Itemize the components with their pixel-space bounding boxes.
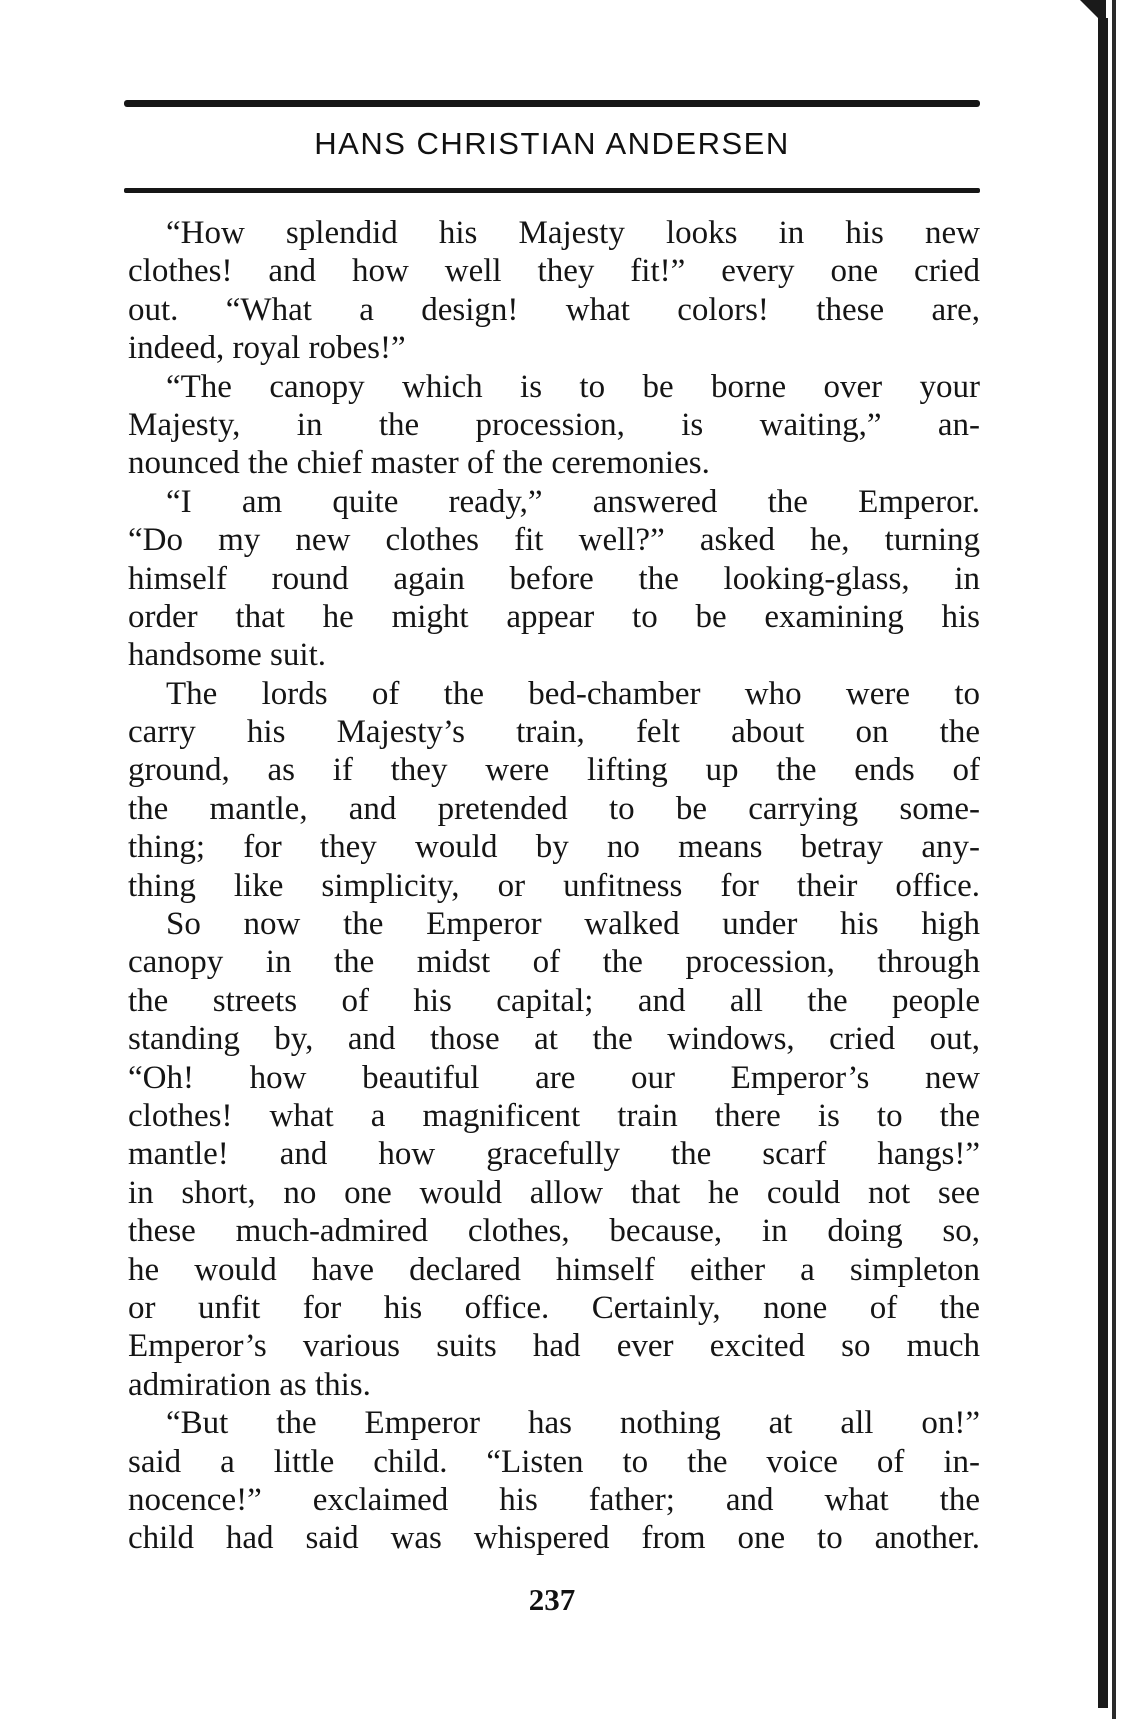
text-line: canopy in the midst of the procession, through xyxy=(128,944,980,981)
text-line: standing by, and those at the windows, cried out, xyxy=(128,1021,980,1058)
text-line: carry his Majesty’s train, felt about on the xyxy=(128,714,980,751)
text-line: “The canopy which is to be borne over your xyxy=(166,368,980,405)
text-line: “Oh! how beautiful are our Emperor’s new xyxy=(128,1059,980,1096)
text-line: “I am quite ready,” answered the Emperor. xyxy=(166,483,980,520)
text-line: order that he might appear to be examining his xyxy=(128,598,980,635)
text-line: thing; for they would by no means betray any- xyxy=(128,829,980,866)
text-line: mantle! and how gracefully the scarf hangs!” xyxy=(128,1136,980,1173)
page-edge xyxy=(1112,0,1116,1719)
text-line: The lords of the bed-chamber who were to xyxy=(166,675,980,712)
text-line: thing like simplicity, or unfitness for their office. xyxy=(128,867,980,904)
text-line: nounced the chief master of the ceremonies. xyxy=(128,445,710,482)
text-line: himself round again before the looking-glass, in xyxy=(128,560,980,597)
text-line: the streets of his capital; and all the people xyxy=(128,982,980,1019)
text-line: Majesty, in the procession, is waiting,” an- xyxy=(128,406,980,443)
text-line: nocence!” exclaimed his father; and what the xyxy=(128,1481,980,1518)
running-head: HANS CHRISTIAN ANDERSEN xyxy=(314,126,790,161)
text-line: in short, no one would allow that he could not see xyxy=(128,1174,980,1211)
text-line: out. “What a design! what colors! these are, xyxy=(128,291,980,328)
body-text xyxy=(128,214,980,1558)
text-line: “But the Emperor has nothing at all on!” xyxy=(166,1405,980,1442)
text-line: child had said was whispered from one to another. xyxy=(128,1520,980,1557)
header-rule-top xyxy=(124,100,980,107)
text-line: he would have declared himself either a simpleton xyxy=(128,1251,980,1288)
text-line: the mantle, and pretended to be carrying some- xyxy=(128,790,980,827)
text-line: or unfit for his office. Certainly, none of the xyxy=(128,1289,980,1326)
text-line: clothes! and how well they fit!” every one cried xyxy=(128,253,980,290)
text-line: these much-admired clothes, because, in doing so, xyxy=(128,1213,980,1250)
text-line: said a little child. “Listen to the voice of in- xyxy=(128,1443,980,1480)
text-line: clothes! what a magnificent train there is to the xyxy=(128,1097,980,1134)
text-line: ground, as if they were lifting up the ends of xyxy=(128,752,980,789)
header-rule-bottom xyxy=(124,188,980,193)
text-line: “Do my new clothes fit well?” asked he, turning xyxy=(128,522,980,559)
text-line: Emperor’s various suits had ever excited so much xyxy=(128,1328,980,1365)
binding-edge xyxy=(1098,18,1108,1708)
text-line: handsome suit. xyxy=(128,637,326,674)
text-line: admiration as this. xyxy=(128,1366,371,1403)
text-line: So now the Emperor walked under his high xyxy=(166,906,980,943)
text-line: “How splendid his Majesty looks in his new xyxy=(166,215,980,251)
text-line: indeed, royal robes!” xyxy=(128,330,406,367)
page-number: 237 xyxy=(528,1582,576,1617)
